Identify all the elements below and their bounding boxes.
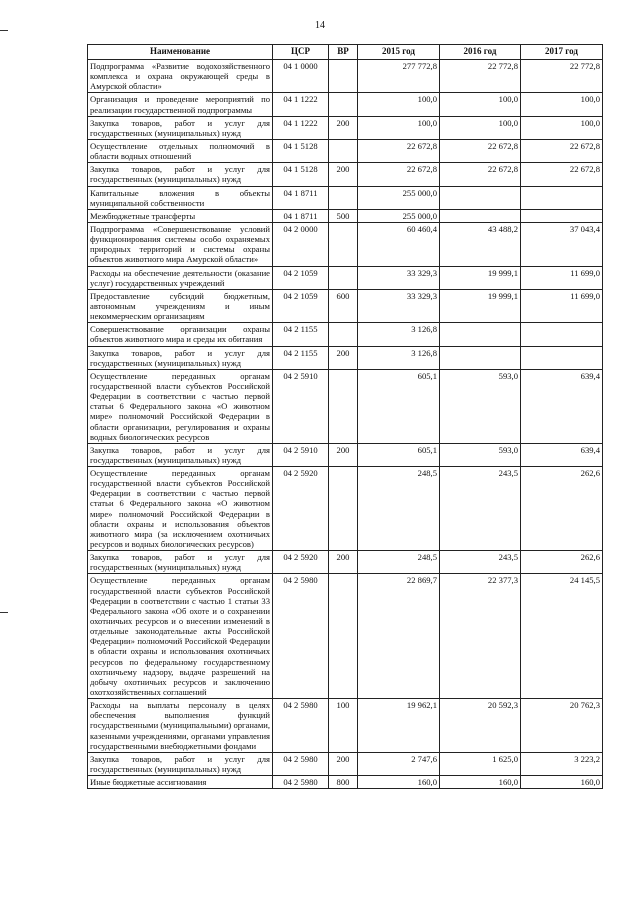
row-2015: 100,0: [358, 116, 440, 139]
row-2017: 262,6: [521, 467, 603, 551]
table-row: [88, 467, 603, 551]
row-csr: 04 2 5910: [273, 369, 329, 443]
row-2016: 243,5: [440, 551, 521, 574]
table-row: [88, 222, 603, 266]
row-vr: 600: [329, 289, 358, 322]
row-2016: 22 772,8: [440, 60, 521, 93]
row-name: Закупка товаров, работ и услуг для государственных (муниципальных) нужд: [88, 752, 273, 775]
row-2015: 22 869,7: [358, 574, 440, 699]
row-name: Закупка товаров, работ и услуг для государственных (муниципальных) нужд: [88, 346, 273, 369]
row-vr: 100: [329, 699, 358, 753]
budget-table: [87, 44, 603, 789]
row-2015: 248,5: [358, 467, 440, 551]
table-row: [88, 266, 603, 289]
row-2017: 11 699,0: [521, 289, 603, 322]
header-csr: ЦСР: [273, 45, 329, 60]
row-2015: 19 962,1: [358, 699, 440, 753]
row-2016: 1 625,0: [440, 752, 521, 775]
row-csr: 04 2 5920: [273, 467, 329, 551]
row-2016: 160,0: [440, 776, 521, 789]
row-2015: 255 000,0: [358, 209, 440, 222]
row-2017: 20 762,3: [521, 699, 603, 753]
row-2017: 639,4: [521, 443, 603, 466]
table-row: [88, 574, 603, 699]
table-row: [88, 93, 603, 116]
row-vr: [329, 574, 358, 699]
row-2015: 100,0: [358, 93, 440, 116]
row-2015: 277 772,8: [358, 60, 440, 93]
table-row: [88, 209, 603, 222]
row-2015: 3 126,8: [358, 323, 440, 346]
row-name: Закупка товаров, работ и услуг для государственных (муниципальных) нужд: [88, 551, 273, 574]
row-csr: 04 2 5980: [273, 752, 329, 775]
header-vr: ВР: [329, 45, 358, 60]
header-2016: 2016 год: [440, 45, 521, 60]
row-name: Организация и проведение мероприятий по реализации государственной подпрограммы: [88, 93, 273, 116]
header-name: Наименование: [88, 45, 273, 60]
row-2016: [440, 346, 521, 369]
row-2016: 100,0: [440, 116, 521, 139]
row-name: Иные бюджетные ассигнования: [88, 776, 273, 789]
row-2015: 605,1: [358, 443, 440, 466]
table-row: [88, 699, 603, 753]
row-name: Осуществление переданных органам государственной власти субъектов Российской Федерации в соответствии с частью 1 статьи 33 Федерального закона «Об охоте и о сохранении охотничьих ресурсов и о внесении изменений в отдельные законодательные акты Российской Федерации» полномочий Российской Федерации в области охраны и использования охотничьих ресурсов по федеральному государственному охотничьему надзору, выдаче разрешений на добычу охотничьих ресурсов и заключению охотхозяйственных соглашений: [88, 574, 273, 699]
row-vr: [329, 266, 358, 289]
table-row: [88, 163, 603, 186]
row-csr: 04 1 0000: [273, 60, 329, 93]
row-vr: [329, 139, 358, 162]
row-2016: 593,0: [440, 443, 521, 466]
row-csr: 04 1 8711: [273, 186, 329, 209]
row-2015: 160,0: [358, 776, 440, 789]
row-name: Предоставление субсидий бюджетным, автономным учреждениям и иным некоммерческим организациям: [88, 289, 273, 322]
row-csr: 04 1 8711: [273, 209, 329, 222]
row-2017: 160,0: [521, 776, 603, 789]
row-2016: 19 999,1: [440, 289, 521, 322]
table-row: [88, 116, 603, 139]
row-vr: [329, 467, 358, 551]
row-2017: 24 145,5: [521, 574, 603, 699]
table-row: [88, 186, 603, 209]
table-row: [88, 323, 603, 346]
row-2017: 100,0: [521, 93, 603, 116]
row-2017: 22 772,8: [521, 60, 603, 93]
row-csr: 04 1 5128: [273, 139, 329, 162]
row-csr: 04 1 5128: [273, 163, 329, 186]
row-2016: 100,0: [440, 93, 521, 116]
row-2016: [440, 209, 521, 222]
row-2016: 593,0: [440, 369, 521, 443]
row-name: Расходы на выплаты персоналу в целях обеспечения выполнения функций государственными (муниципальными) органами, казенными учреждениями, органами управления государственными внебюджетными фондами: [88, 699, 273, 753]
table-row: [88, 752, 603, 775]
scan-edge-mark: [0, 612, 8, 613]
row-vr: 200: [329, 551, 358, 574]
row-name: Расходы на обеспечение деятельности (оказание услуг) государственных учреждений: [88, 266, 273, 289]
row-2016: 243,5: [440, 467, 521, 551]
row-csr: 04 2 1059: [273, 289, 329, 322]
row-csr: 04 1 1222: [273, 116, 329, 139]
row-2016: [440, 186, 521, 209]
scan-edge-mark: [0, 30, 8, 31]
row-2017: 22 672,8: [521, 163, 603, 186]
row-name: Подпрограмма «Совершенствование условий функционирования системы особо охраняемых природных территорий и системы охраны объектов животного мира Амурской области»: [88, 222, 273, 266]
row-2015: 33 329,3: [358, 289, 440, 322]
row-2015: 22 672,8: [358, 139, 440, 162]
row-vr: 200: [329, 163, 358, 186]
row-2017: 639,4: [521, 369, 603, 443]
row-vr: 200: [329, 443, 358, 466]
row-vr: 200: [329, 752, 358, 775]
header-2017: 2017 год: [521, 45, 603, 60]
row-2017: 3 223,2: [521, 752, 603, 775]
row-csr: 04 2 5920: [273, 551, 329, 574]
row-2016: 22 672,8: [440, 163, 521, 186]
row-name: Капитальные вложения в объекты муниципальной собственности: [88, 186, 273, 209]
row-2017: 100,0: [521, 116, 603, 139]
row-2015: 22 672,8: [358, 163, 440, 186]
row-csr: 04 2 5910: [273, 443, 329, 466]
row-2017: 37 043,4: [521, 222, 603, 266]
row-name: Осуществление переданных органам государственной власти субъектов Российской Федерации в соответствии с частью первой статьи 6 Федерального закона «О животном мире» полномочий Российской Федерации в области охраны и использования объектов животного мира (за исключением охотничьих ресурсов и водных биологических ресурсов): [88, 467, 273, 551]
table-row: [88, 369, 603, 443]
row-csr: 04 2 1155: [273, 323, 329, 346]
table-row: [88, 443, 603, 466]
row-2016: 19 999,1: [440, 266, 521, 289]
page-number: 14: [315, 20, 325, 31]
table-row: [88, 551, 603, 574]
table-row: [88, 289, 603, 322]
row-2015: 60 460,4: [358, 222, 440, 266]
row-2015: 248,5: [358, 551, 440, 574]
row-name: Осуществление переданных органам государственной власти субъектов Российской Федерации в соответствии с частью первой статьи 6 Федерального закона «О животном мире» полномочий Российской Федерации в области организации, регулирования и охраны водных биологических ресурсов: [88, 369, 273, 443]
row-2016: 22 377,3: [440, 574, 521, 699]
row-2017: 22 672,8: [521, 139, 603, 162]
row-csr: 04 2 5980: [273, 776, 329, 789]
row-name: Межбюджетные трансферты: [88, 209, 273, 222]
row-name: Подпрограмма «Развитие водохозяйственного комплекса и охрана окружающей среды в Амурской области»: [88, 60, 273, 93]
table-row: [88, 60, 603, 93]
row-vr: [329, 60, 358, 93]
row-vr: [329, 93, 358, 116]
table-row: [88, 139, 603, 162]
header-2015: 2015 год: [358, 45, 440, 60]
row-2016: 22 672,8: [440, 139, 521, 162]
row-2017: [521, 323, 603, 346]
row-vr: 800: [329, 776, 358, 789]
row-2016: [440, 323, 521, 346]
row-2015: 3 126,8: [358, 346, 440, 369]
row-vr: 200: [329, 116, 358, 139]
row-csr: 04 2 1059: [273, 266, 329, 289]
row-csr: 04 2 5980: [273, 574, 329, 699]
row-csr: 04 2 5980: [273, 699, 329, 753]
row-name: Закупка товаров, работ и услуг для государственных (муниципальных) нужд: [88, 163, 273, 186]
row-name: Совершенствование организации охраны объектов животного мира и среды их обитания: [88, 323, 273, 346]
row-name: Осуществление отдельных полномочий в области водных отношений: [88, 139, 273, 162]
table-row: [88, 776, 603, 789]
row-csr: 04 2 1155: [273, 346, 329, 369]
row-2017: 11 699,0: [521, 266, 603, 289]
row-vr: [329, 186, 358, 209]
row-2015: 33 329,3: [358, 266, 440, 289]
row-2015: 605,1: [358, 369, 440, 443]
row-2017: [521, 346, 603, 369]
row-csr: 04 1 1222: [273, 93, 329, 116]
row-vr: 200: [329, 346, 358, 369]
row-2017: [521, 209, 603, 222]
row-vr: [329, 222, 358, 266]
table-row: [88, 346, 603, 369]
row-2016: 43 488,2: [440, 222, 521, 266]
row-2016: 20 592,3: [440, 699, 521, 753]
row-2017: [521, 186, 603, 209]
table-header-row: [88, 45, 603, 60]
row-2015: 2 747,6: [358, 752, 440, 775]
row-name: Закупка товаров, работ и услуг для государственных (муниципальных) нужд: [88, 116, 273, 139]
row-vr: [329, 323, 358, 346]
row-2017: 262,6: [521, 551, 603, 574]
row-name: Закупка товаров, работ и услуг для государственных (муниципальных) нужд: [88, 443, 273, 466]
row-vr: [329, 369, 358, 443]
row-2015: 255 000,0: [358, 186, 440, 209]
row-csr: 04 2 0000: [273, 222, 329, 266]
row-vr: 500: [329, 209, 358, 222]
